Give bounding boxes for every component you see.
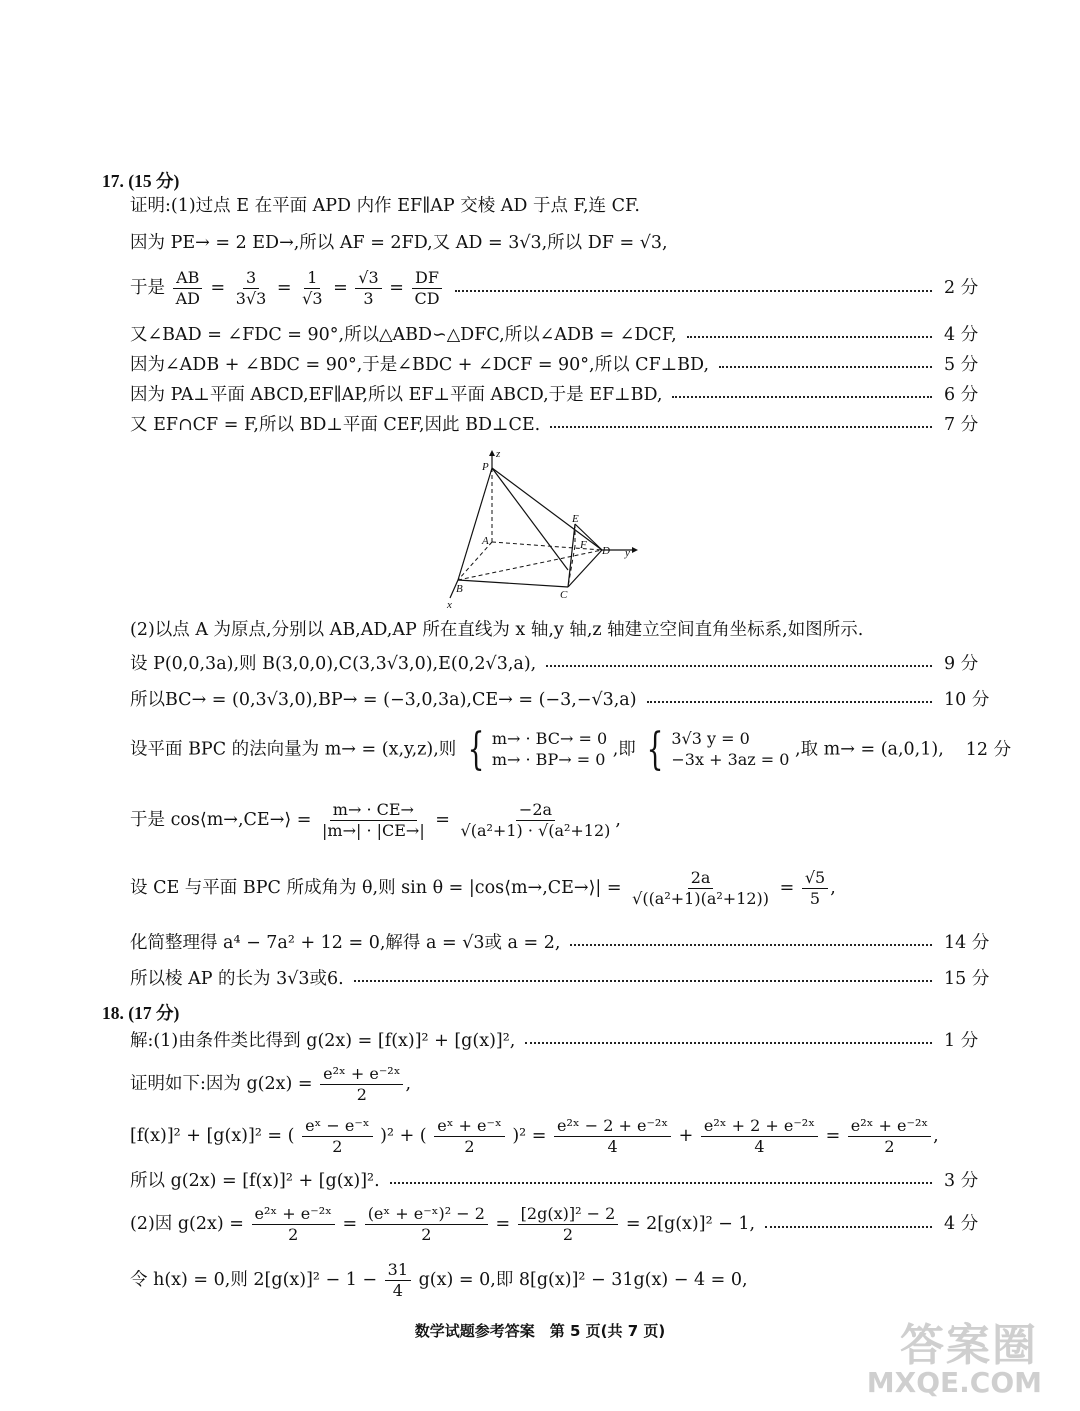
label-C: C [560,589,568,601]
score-label: 10 分 [944,690,990,710]
edge-PC [492,468,568,570]
leader-dots [719,366,932,368]
watermark [860,1303,1050,1403]
y-axis-arrow [632,547,638,553]
score-label: 1 分 [944,1031,979,1051]
leader-dots [687,336,932,338]
edge-BC [458,580,568,587]
label-D: D [602,545,610,557]
score-label: 12 分 [965,739,1012,760]
label-z: z [496,448,501,460]
q17-line-4: 又∠BAD = ∠FDC = 90°,所以△ABD∽△DFC,所以∠ADB = ∠DCF, 4 分 [130,325,979,345]
q17-line-7: 又 EF∩CF = F,所以 BD⊥平面 CEF,因此 BD⊥CE. 7 分 [130,415,979,435]
score-label: 14 分 [944,933,990,953]
leader-dots [525,1042,932,1044]
score-label: 3 分 [944,1171,979,1191]
q17-line-2: 因为 PE→ = 2 ED→,所以 AF = 2FD,又 AD = 3√3,所以 DF = √3, [130,233,668,253]
q18-line-5: (2)因 g(2x) = $\frac{\text{e²ˣ + e⁻²ˣ}}{2}$ = $\frac{\text{(eˣ + e⁻ˣ)² − 2}}{2}$ = $\frac{\text{[2g(x)]² − 2}}{2}$ = 2[g(x)]² − 1, 4 分 [130,1204,979,1244]
q17-line-13: 设 CE 与平面 BPC 所成角为 θ,则 sin θ = |cos⟨m→,CE→⟩| = $\frac{2a}{\text{√((a²+1)(a²+12))}}$ = $\frac{√5}{5}$ , [130,868,836,908]
q18-line-2: 证明如下:因为 g(2x) = $\frac{\text{e²ˣ + e⁻²ˣ}}{2}$ , [130,1064,412,1104]
label-y: y [625,547,630,559]
leader-dots [647,701,932,703]
score-label: 2 分 [944,278,979,299]
edge-CE [568,524,575,587]
q17-line-1: 证明:(1)过点 E 在平面 APD 内作 EF∥AP 交棱 AD 于点 F,连 CF. [130,196,640,216]
q18-line-6: 令 h(x) = 0,则 2[g(x)]² − 1 − $\frac{31}{4}$ g(x) = 0,即 8[g(x)]² − 31g(x) − 4 = 0, [130,1260,748,1300]
page-footer: 数学试题参考答案 第 5 页(共 7 页) [414,1322,666,1340]
q17-line-3: 于是 $\frac{AB}{AD}$ = $\frac{3}{3√3}$ = $\frac{1}{√3}$ = $\frac{√3}{3}$ = $\frac{DF}{CD}$ 2 分 [130,268,979,308]
q17-line-15: 所以棱 AP 的长为 3√3或6. 15 分 [130,969,990,989]
watermark-url: MXQE.COM [866,1366,1042,1399]
leader-dots [455,290,932,292]
score-label: 5 分 [944,355,979,375]
label-F: F [580,539,587,551]
label-B: B [456,583,463,595]
edge-PB [458,468,492,580]
q18-line-1: 解:(1)由条件类比得到 g(2x) = [f(x)]² + [g(x)]², 1 分 [130,1031,979,1051]
label-P: P [482,461,489,473]
edge-BD-hidden [458,550,602,580]
q17-line-12: 于是 cos⟨m→,CE→⟩ = $\frac{m\to \cdot CE\to}{|m\to| \cdot |CE\to|}$ = $\frac{-2a}{\text{√(a²+1) · √(a²+12)}}$ , [130,800,621,840]
leader-dots [672,396,932,398]
leader-dots [765,1226,932,1228]
score-label: 6 分 [944,385,979,405]
edge-PD [492,468,602,550]
label-A: A [482,535,489,547]
question-17-header: 17. (15 分) [102,171,180,191]
q17-line-8: (2)以点 A 为原点,分别以 AB,AD,AP 所在直线为 x 轴,y 轴,z 轴建立空间直角坐标系,如图所示. [130,620,864,640]
score-label: 4 分 [944,1214,979,1235]
score-label: 9 分 [944,654,979,674]
watermark-logo: 答案圈 [900,1320,1038,1371]
question-18-header: 18. (17 分) [102,1003,180,1023]
leader-dots [354,980,932,982]
leader-dots [550,426,932,428]
score-label: 15 分 [944,969,990,989]
leader-dots [390,1182,932,1184]
q17-line-6: 因为 PA⊥平面 ABCD,EF∥AP,所以 EF⊥平面 ABCD,于是 EF⊥BD, 6 分 [130,385,979,405]
q17-line-9: 设 P(0,0,3a),则 B(3,0,0),C(3,3√3,0),E(0,2√3,a), 9 分 [130,654,979,674]
q18-line-3: [f(x)]² + [g(x)]² = ( $\frac{\text{eˣ − e⁻ˣ}}{2}$ )² + ( $\frac{\text{eˣ + e⁻ˣ}}{2}$ )² = $\frac{\text{e²ˣ − 2 + e⁻²ˣ}}{4}$ + $\frac{\text{e²ˣ + 2 + e⁻²ˣ}}{4}$ = $\frac{\text{e²ˣ + e⁻²ˣ}}{2}$ , [130,1116,939,1156]
score-label: 7 分 [944,415,979,435]
label-x: x [447,599,452,611]
z-axis-arrow [489,450,495,456]
q17-line-5: 因为∠ADB + ∠BDC = 90°,于是∠BDC + ∠DCF = 90°,所以 CF⊥BD, 5 分 [130,355,979,375]
q17-line-10: 所以BC→ = (0,3√3,0),BP→ = (−3,0,3a),CE→ = (−3,−√3,a) 10 分 [130,690,990,710]
label-E: E [572,513,579,525]
q17-line-14: 化简整理得 a⁴ − 7a² + 12 = 0,解得 a = √3或 a = 2, 14 分 [130,933,990,953]
pyramid-figure [430,448,650,613]
leader-dots [546,665,932,667]
leader-dots [570,944,932,946]
q17-line-11: 设平面 BPC 的法向量为 m→ = (x,y,z),则 { m→ · BC→ = 0 m→ · BP→ = 0 ,即 { 3√3 y = 0 −3x + 3az = 0 ,取 m→ = (a,0,1), 12 分 [130,724,1012,775]
score-label: 4 分 [944,325,979,345]
q18-line-4: 所以 g(2x) = [f(x)]² + [g(x)]². 3 分 [130,1171,979,1191]
